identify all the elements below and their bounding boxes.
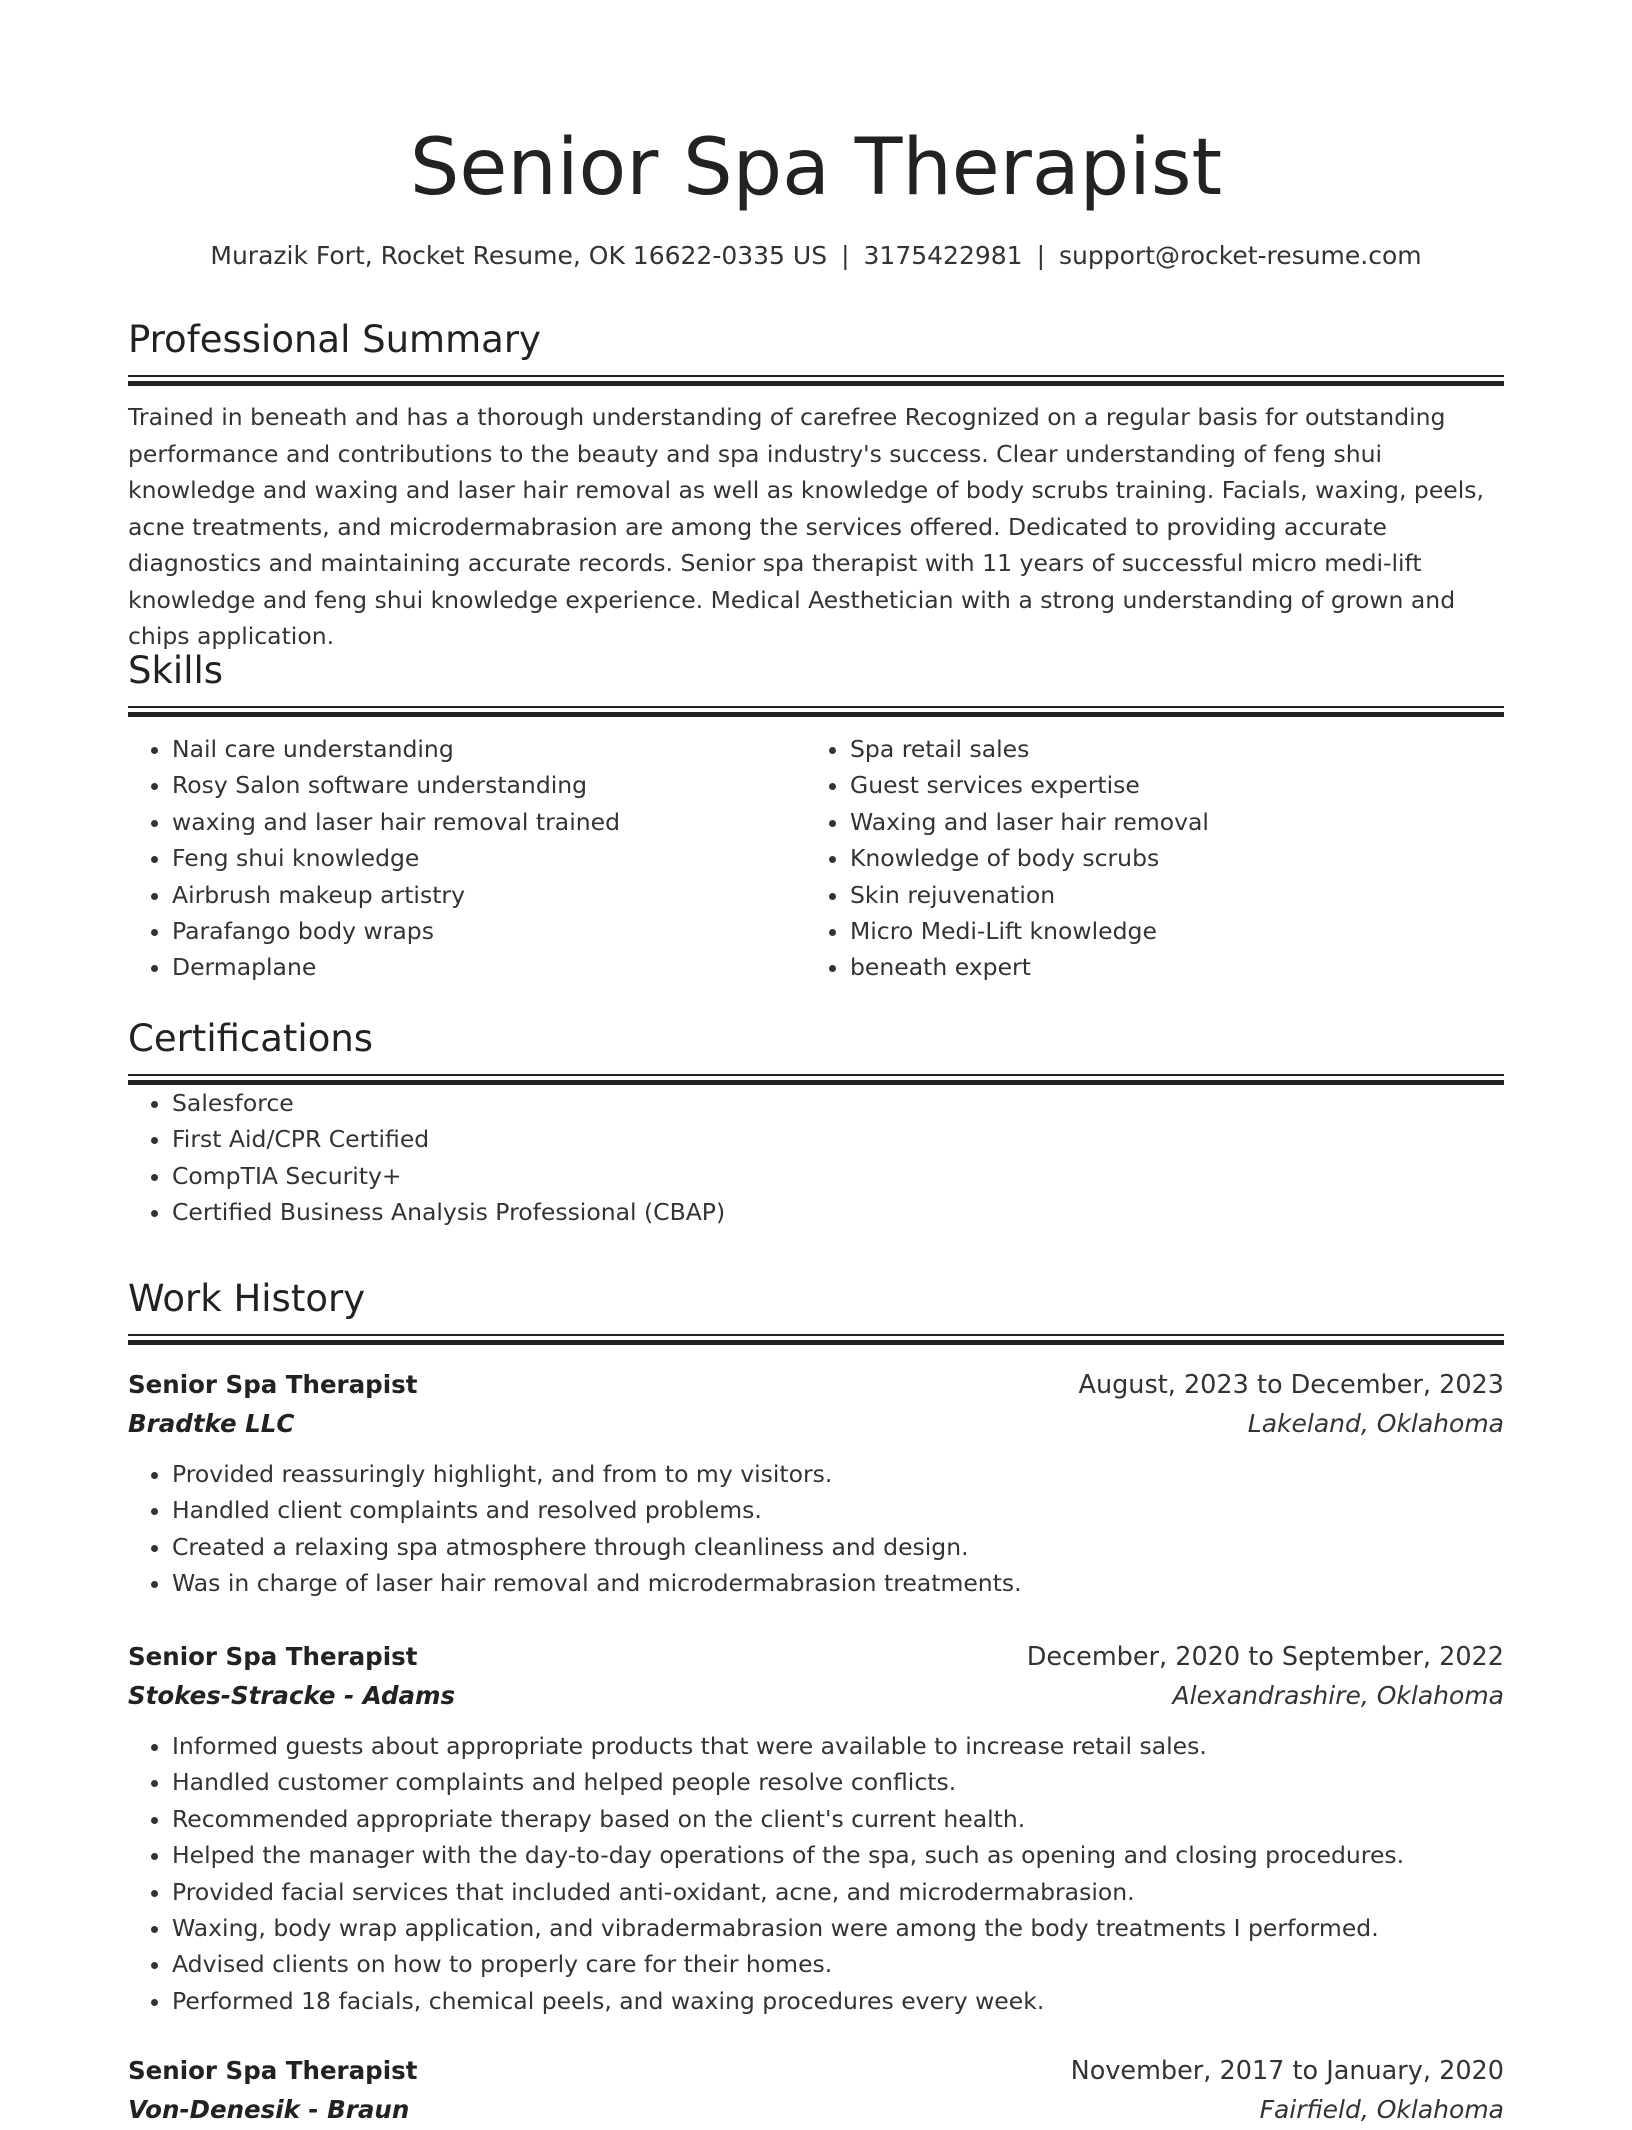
skills-column-left <box>128 731 806 986</box>
skills-heading: Skills <box>128 649 224 692</box>
job-bullet: • Handled customer complaints and helped people resolve conflicts. <box>172 1764 1504 1800</box>
skills-section <box>128 646 1504 986</box>
job-dates: August, 2023 to December, 2023 <box>1078 1370 1504 1400</box>
job-bullet: • Recommended appropriate therapy based on the client's current health. <box>172 1801 1504 1837</box>
section-divider <box>128 375 1504 386</box>
certifications-list <box>128 1085 1504 1231</box>
job-entry <box>128 2052 1504 2130</box>
job-title: Senior Spa Therapist <box>128 2056 418 2085</box>
job-location: Fairfield, Oklahoma <box>1259 2095 1504 2124</box>
skills-list-right <box>806 731 1484 986</box>
job-location: Lakeland, Oklahoma <box>1247 1409 1504 1438</box>
certifications-heading: Certifications <box>128 1017 374 1060</box>
certifications-section <box>128 1014 1504 1231</box>
skill-item: • Rosy Salon software understanding <box>172 767 806 803</box>
skill-item: • Nail care understanding <box>172 731 806 767</box>
skills-columns <box>128 731 1504 986</box>
skill-item: • Feng shui knowledge <box>172 840 806 876</box>
job-bullet: • Informed guests about appropriate products that were available to increase retail sales. <box>172 1728 1504 1764</box>
certification-item: • Certified Business Analysis Professional (CBAP) <box>172 1194 1504 1230</box>
job-bullet: • Waxing, body wrap application, and vibradermabrasion were among the body treatments I performed. <box>172 1910 1504 1946</box>
skill-item: • Airbrush makeup artistry <box>172 877 806 913</box>
skill-item: • beneath expert <box>850 949 1484 985</box>
contact-line <box>128 238 1504 274</box>
job-entry <box>128 1366 1504 1602</box>
job-title: Senior Spa Therapist <box>128 1370 418 1399</box>
skill-item: • Knowledge of body scrubs <box>850 840 1484 876</box>
skill-item: • Dermaplane <box>172 949 806 985</box>
job-company-row <box>128 1404 1504 1444</box>
job-header-row <box>128 1638 1504 1676</box>
job-company: Bradtke LLC <box>128 1409 295 1438</box>
job-bullet: • Helped the manager with the day-to-day operations of the spa, such as opening and closing procedures. <box>172 1837 1504 1873</box>
job-header-row <box>128 1366 1504 1404</box>
skills-column-right <box>806 731 1484 986</box>
job-company: Von-Denesik - Braun <box>128 2095 410 2124</box>
job-dates: December, 2020 to September, 2022 <box>1026 1642 1504 1672</box>
skill-item: • Skin rejuvenation <box>850 877 1484 913</box>
contact-separator: | <box>841 241 850 270</box>
skill-item: • Micro Medi-Lift knowledge <box>850 913 1484 949</box>
skill-item: • waxing and laser hair removal trained <box>172 804 806 840</box>
contact-phone[interactable]: 3175422981 <box>863 241 1023 270</box>
summary-text: Trained in beneath and has a thorough understanding of carefree Recognized on a regular basis for outstanding performance and contributions to the beauty and spa industry's success. Clear understanding of feng shui knowledge and waxing and laser hair removal as well as knowledge of body scrubs training. Facials, waxing, peels, acne treatments, and microdermabrasion are among the services offered. Dedicated to providing accurate diagnostics and maintaining accurate records. Senior spa therapist with 11 years of successful micro medi-lift knowledge and feng shui knowledge experience. Medical Aesthetician with a strong understanding of grown and chips application. <box>128 403 1484 650</box>
job-company-row <box>128 1676 1504 1716</box>
resume-title: Senior Spa Therapist <box>409 123 1223 213</box>
job-header-row <box>128 2052 1504 2090</box>
job-bullet: • Performed 18 facials, chemical peels, and waxing procedures every week. <box>172 1983 1504 2019</box>
contact-separator: | <box>1036 241 1046 270</box>
contact-email[interactable]: support@rocket-resume.com <box>1059 241 1422 270</box>
section-divider <box>128 1334 1504 1345</box>
job-bullet: • Created a relaxing spa atmosphere through cleanliness and design. <box>172 1529 1504 1565</box>
summary-section <box>128 315 1504 655</box>
skill-item: • Parafango body wraps <box>172 913 806 949</box>
section-divider <box>128 1074 1504 1085</box>
job-bullet: • Was in charge of laser hair removal and microdermabrasion treatments. <box>172 1565 1504 1601</box>
job-bullet: • Provided facial services that included anti-oxidant, acne, and microdermabrasion. <box>172 1874 1504 1910</box>
skills-list-left <box>128 731 806 986</box>
job-bullet: • Handled client complaints and resolved problems. <box>172 1492 1504 1528</box>
skill-item: • Spa retail sales <box>850 731 1484 767</box>
job-company: Stokes-Stracke - Adams <box>128 1681 456 1710</box>
certification-item: • CompTIA Security+ <box>172 1158 1504 1194</box>
job-company-row <box>128 2090 1504 2130</box>
job-bullet: • Provided reassuringly highlight, and from to my visitors. <box>172 1456 1504 1492</box>
job-entry <box>128 1638 1504 2019</box>
job-dates: November, 2017 to January, 2020 <box>1070 2056 1504 2086</box>
skill-item: • Waxing and laser hair removal <box>850 804 1484 840</box>
job-location: Alexandrashire, Oklahoma <box>1172 1681 1504 1710</box>
job-bullet: • Advised clients on how to properly care for their homes. <box>172 1946 1504 1982</box>
certification-item: • Salesforce <box>172 1085 1504 1121</box>
skill-item: • Guest services expertise <box>850 767 1484 803</box>
job-bullets <box>128 1728 1504 2019</box>
summary-heading: Professional Summary <box>128 318 541 361</box>
job-title: Senior Spa Therapist <box>128 1642 418 1671</box>
work-history-heading: Work History <box>128 1277 366 1320</box>
contact-address: Murazik Fort, Rocket Resume, OK 16622-0335 US <box>210 241 828 270</box>
job-bullets <box>128 1456 1504 1602</box>
work-history-section <box>128 1274 1504 1345</box>
certification-item: • First Aid/CPR Certified <box>172 1121 1504 1157</box>
section-divider <box>128 706 1504 717</box>
